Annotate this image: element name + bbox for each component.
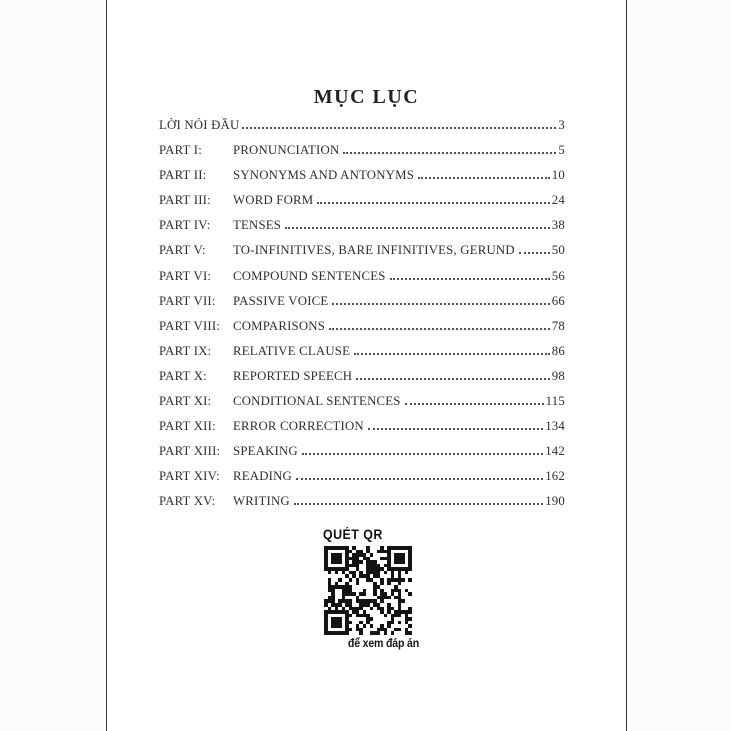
toc-entry-label: PART XII: bbox=[159, 419, 216, 434]
toc-entry-page-number: 10 bbox=[551, 168, 565, 183]
toc-entry-label: PART III: bbox=[159, 193, 211, 208]
toc-entry-title: WRITING bbox=[233, 494, 290, 509]
toc-entry-label: PART XIII: bbox=[159, 444, 221, 459]
toc-entry-title: READING bbox=[233, 469, 292, 484]
toc-entry-page-number: 86 bbox=[551, 343, 565, 358]
toc-entry-page-number: 56 bbox=[551, 268, 565, 283]
toc-entry-title: WORD FORM bbox=[233, 193, 314, 208]
toc-entry bbox=[159, 168, 565, 193]
toc-entry-title: CONDITIONAL SENTENCES bbox=[233, 394, 401, 409]
dot-leader-line bbox=[519, 252, 550, 254]
toc-entry-page-number: 190 bbox=[545, 494, 565, 509]
toc-entry bbox=[159, 444, 565, 469]
toc-entry-title: PASSIVE VOICE bbox=[233, 293, 329, 308]
dot-leader-line bbox=[418, 177, 550, 179]
toc-entry bbox=[159, 419, 565, 444]
toc-entry-label: PART VIII: bbox=[159, 318, 221, 333]
dot-leader-line bbox=[390, 278, 550, 280]
dot-leader-line bbox=[294, 503, 543, 505]
toc-entry bbox=[159, 243, 565, 268]
toc-entry-label: PART XI: bbox=[159, 394, 212, 409]
toc-entry-page-number: 142 bbox=[545, 444, 565, 459]
toc-entry-label: PART IX: bbox=[159, 343, 212, 358]
dot-leader-line bbox=[356, 378, 550, 380]
toc-entry bbox=[159, 369, 565, 394]
dot-leader-line bbox=[332, 303, 549, 305]
toc-entry bbox=[159, 344, 565, 369]
dot-leader-line bbox=[329, 328, 550, 330]
toc-entry-title: TENSES bbox=[233, 218, 282, 233]
toc-entry-title: SPEAKING bbox=[233, 444, 298, 459]
toc-entry bbox=[159, 319, 565, 344]
qr-code-icon bbox=[324, 546, 412, 635]
page-title: MỤC LỤC bbox=[313, 86, 420, 108]
toc-entry bbox=[159, 294, 565, 319]
dot-leader-line bbox=[317, 202, 549, 204]
toc-entry-page-number: 98 bbox=[551, 368, 565, 383]
dot-leader-line bbox=[354, 353, 550, 355]
qr-scan-label: QUÉT QR bbox=[323, 527, 383, 542]
toc-entry-label: LỜI NÓI ĐẦU bbox=[159, 118, 240, 132]
toc-entry bbox=[159, 269, 565, 294]
qr-caption: để xem đáp án bbox=[347, 636, 419, 650]
dot-leader-line bbox=[285, 227, 550, 229]
toc-entry-title: RELATIVE CLAUSE bbox=[233, 343, 351, 358]
toc-entry-title: COMPOUND SENTENCES bbox=[233, 268, 386, 283]
toc-entry-title: SYNONYMS AND ANTONYMS bbox=[233, 168, 415, 183]
toc-entry-page-number: 66 bbox=[551, 293, 565, 308]
toc-entry-page-number: 162 bbox=[545, 469, 565, 484]
toc-entry bbox=[159, 469, 565, 494]
toc-entry-page-number: 78 bbox=[551, 318, 565, 333]
qr-section bbox=[323, 527, 419, 650]
toc-entry-label: PART XV: bbox=[159, 494, 216, 509]
toc-entry bbox=[159, 143, 565, 168]
toc-entry-label: PART VI: bbox=[159, 268, 212, 283]
toc-entry-label: PART IV: bbox=[159, 218, 211, 233]
toc-entry-title: REPORTED SPEECH bbox=[233, 368, 353, 383]
toc-entry-page-number: 115 bbox=[545, 394, 565, 409]
toc-entry-page-number: 50 bbox=[551, 243, 565, 258]
toc-entry-page-number: 38 bbox=[551, 218, 565, 233]
toc-entry bbox=[159, 118, 565, 143]
dot-leader-line bbox=[343, 152, 556, 154]
toc-entry-label: PART I: bbox=[159, 143, 202, 158]
toc-entry-title: COMPARISONS bbox=[233, 318, 326, 333]
toc-entry-title: TO-INFINITIVES, BARE INFINITIVES, GERUND bbox=[233, 243, 515, 258]
dot-leader-line bbox=[405, 403, 544, 405]
toc-entry bbox=[159, 193, 565, 218]
toc-entry bbox=[159, 394, 565, 419]
toc-entry-label: PART XIV: bbox=[159, 469, 220, 484]
toc-entry-page-number: 3 bbox=[558, 118, 565, 132]
toc-entry-label: PART II: bbox=[159, 168, 207, 183]
dot-leader-line bbox=[368, 428, 543, 430]
dot-leader-line bbox=[242, 127, 556, 129]
dot-leader-line bbox=[302, 453, 543, 455]
toc-entry-page-number: 24 bbox=[551, 193, 565, 208]
toc-entry-title: PRONUNCIATION bbox=[233, 143, 340, 158]
toc-entry-label: PART V: bbox=[159, 243, 206, 258]
dot-leader-line bbox=[296, 478, 543, 480]
toc-list bbox=[107, 118, 626, 520]
toc-entry bbox=[159, 494, 565, 519]
toc-entry bbox=[159, 218, 565, 243]
toc-entry-title: ERROR CORRECTION bbox=[233, 419, 364, 434]
toc-entry-label: PART X: bbox=[159, 368, 207, 383]
toc-entry-label: PART VII: bbox=[159, 293, 216, 308]
book-toc-page bbox=[106, 0, 627, 731]
toc-entry-page-number: 5 bbox=[558, 143, 565, 158]
toc-entry-page-number: 134 bbox=[545, 419, 565, 434]
